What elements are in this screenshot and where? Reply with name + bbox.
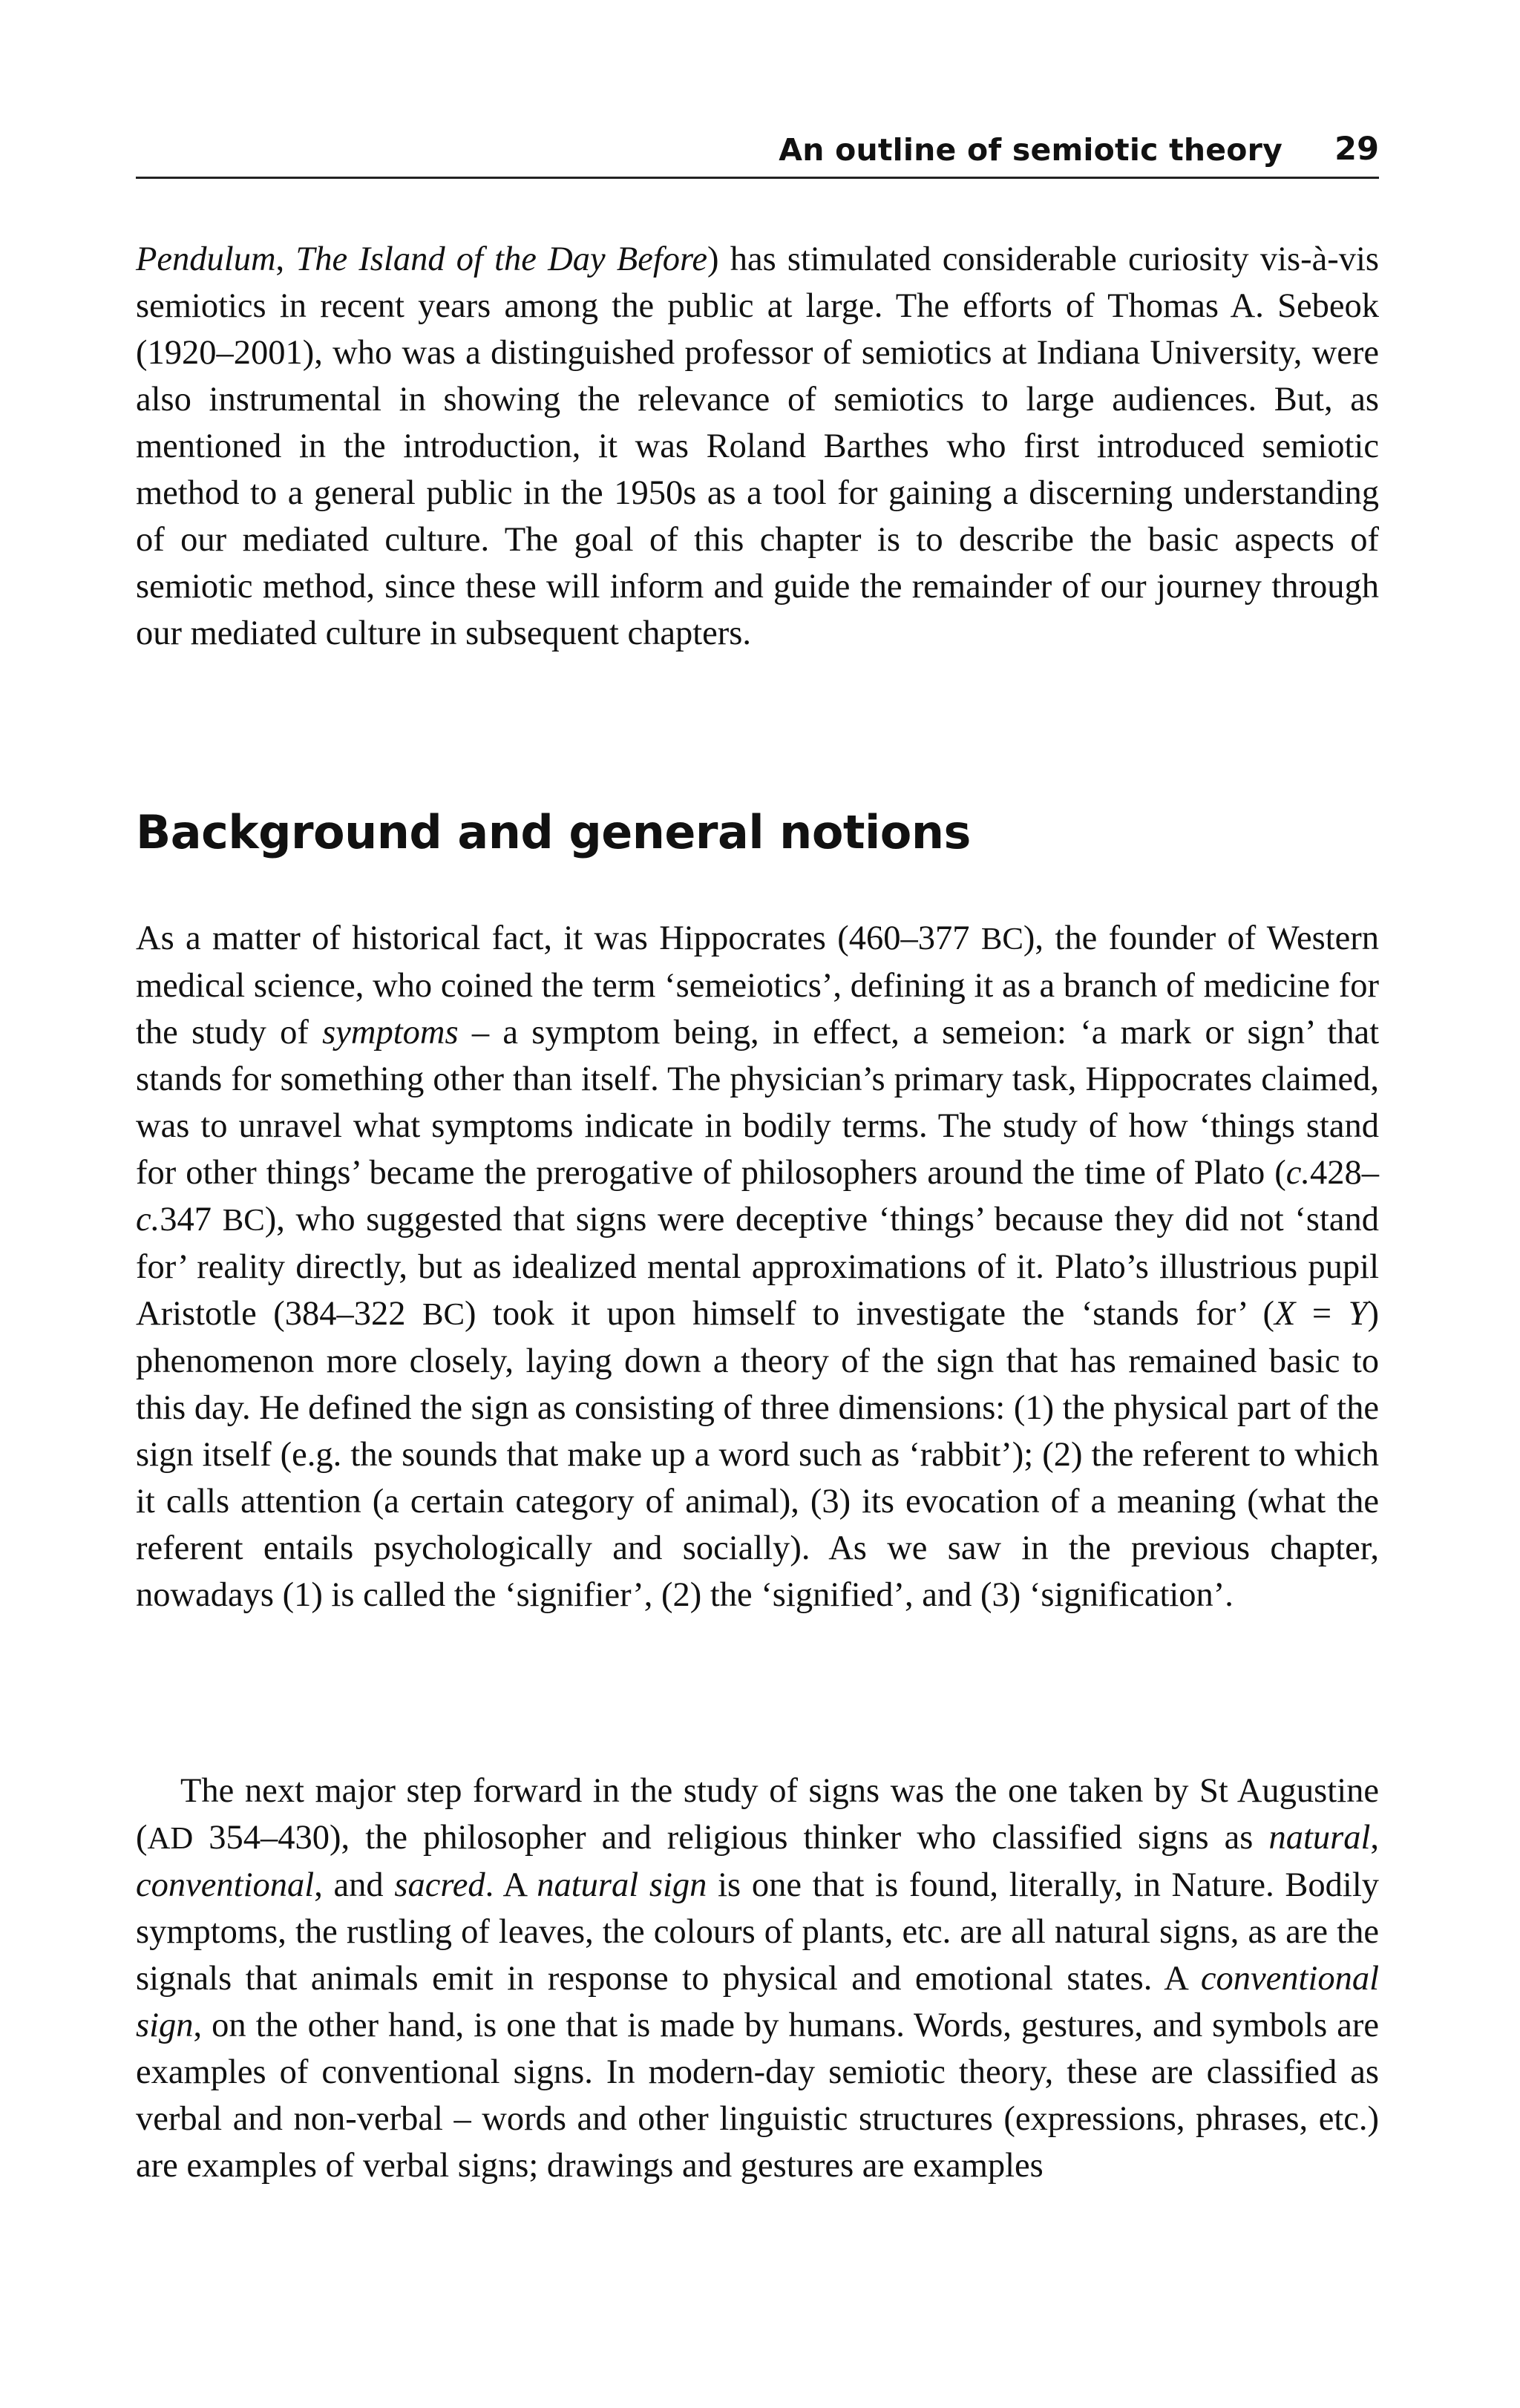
section-heading: Background and general notions	[136, 805, 971, 859]
paragraph-intro-continuation: Pendulum, The Island of the Day Before) has stimulated considerable curiosity vis-à-vis semiotics in recent years among the public at large. The efforts of Thomas A. Sebeok (1920–2001), who was a distinguished professor of semiotics at Indiana University, were also instrumental in showing the relevance of semiotics to large audiences. But, as mentioned in the introduction, it was Roland Barthes who first introduced semiotic method to a general public in the 1950s as a tool for gaining a discerning understanding of our mediated culture. The goal of this chapter is to describe the basic aspects of semiotic method, since these will inform and guide the remainder of our journey through our mediated culture in subsequent chapters.	[136, 240, 1380, 652]
page-number: 29	[1334, 131, 1379, 168]
running-head	[136, 125, 1379, 179]
running-title: An outline of semiotic theory	[779, 132, 1282, 168]
book-title-island: The Island of the Day Before	[295, 240, 708, 278]
paragraph-augustine: The next major step forward in the study of signs was the one taken by St Augustine (AD 354–430), the philosopher and religious thinker who classified signs as natural, conventional, and sacred. A natural sign is one that is found, literally, in Nature. Bodily symptoms, the rustling of leaves, the colours of plants, etc. are all natural signs, as are the signals that animals emit in response to physical and emotional states. A conventional sign, on the other hand, is one that is made by humans. Words, gestures, and symbols are examples of conventional signs. In modern-day semiotic theory, these are classified as verbal and non-verbal – words and other linguistic structures (expressions, phrases, etc.) are examples of verbal signs; drawings and gestures are examples	[136, 1772, 1380, 2185]
paragraph-hippocrates: As a matter of historical fact, it was Hippocrates (460–377 BC), the founder of Western medical science, who coined the term ‘semeiotics’, defining it as a branch of medicine for the study of symptoms – a symptom being, in effect, a semeion: ‘a mark or sign’ that stands for something other than itself. The physician’s primary task, Hippocrates claimed, was to unravel what symptoms indicate in bodily terms. The study of how ‘things stand for other things’ became the prerogative of philosophers around the time of Plato (c.428–c.347 BC), who suggested that signs were deceptive ‘things’ because they did not ‘stand for’ reality directly, but as idealized mental approximations of it. Plato’s illustrious pupil Aristotle (384–322 BC) took it upon himself to investigate the ‘stands for’ (X = Y) phenomenon more closely, laying down a theory of the sign that has remained basic to this day. He defined the sign as consisting of three dimensions: (1) the physical part of the sign itself (e.g. the sounds that make up a word such as ‘rabbit’); (2) the referent to which it calls attention (a certain category of animal), (3) its evocation of a meaning (what the referent entails psychologically and socially). As we saw in the previous chapter, nowadays (1) is called the ‘signifier’, (2) the ‘signified’, and (3) ‘signification’.	[136, 919, 1380, 1614]
book-title-pendulum: Pendulum	[136, 240, 276, 278]
